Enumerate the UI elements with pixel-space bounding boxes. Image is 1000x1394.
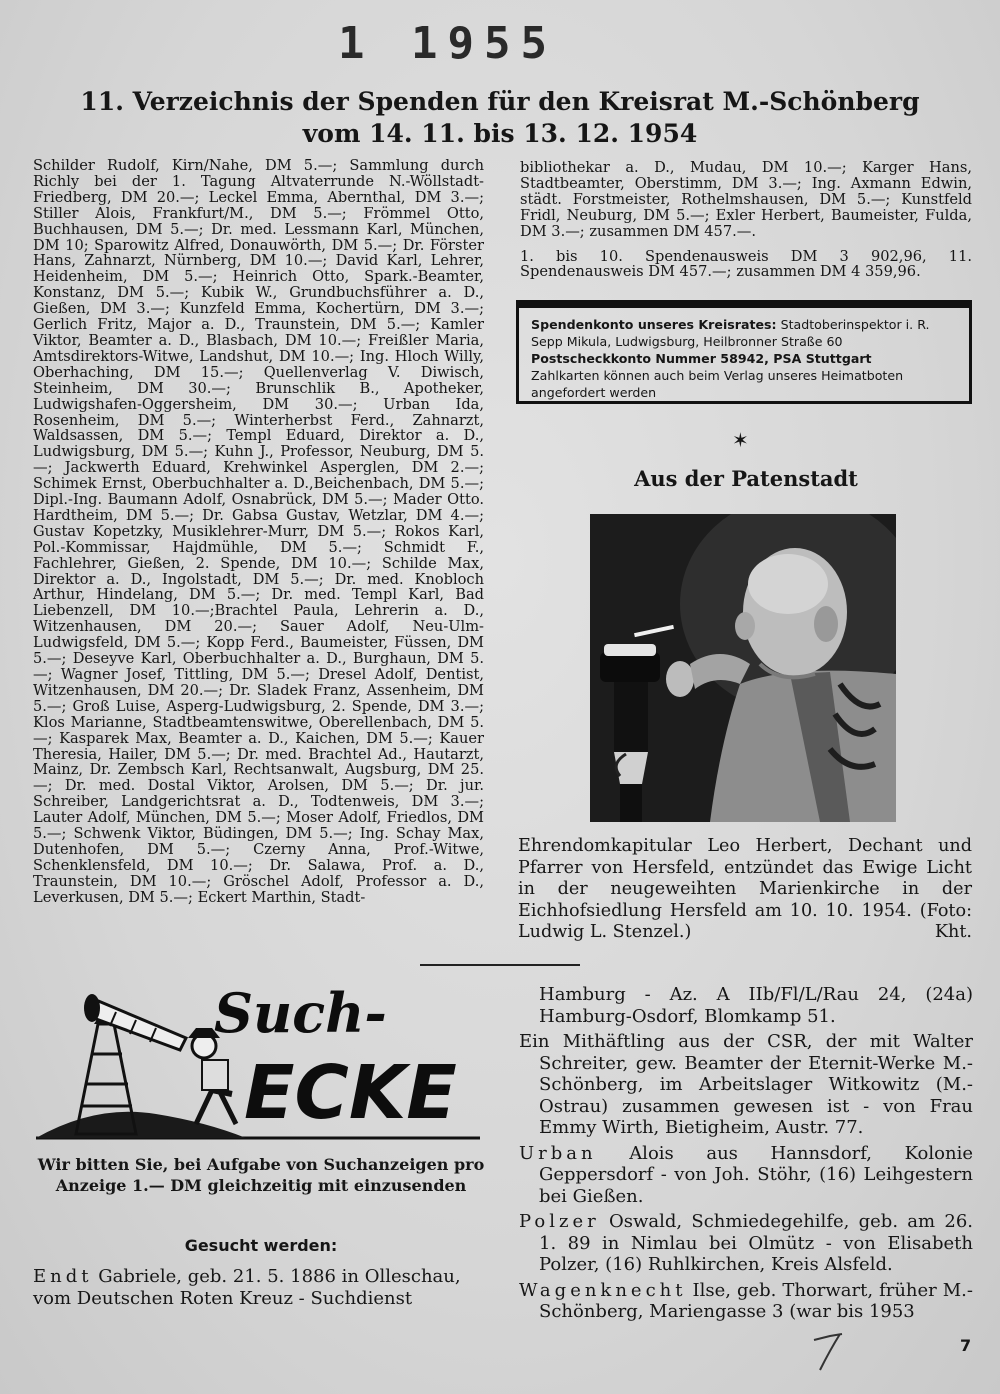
search-entry-wagenknecht-name: Wagenknecht [519, 1279, 687, 1301]
search-entry-urban-name: Urban [519, 1142, 597, 1164]
bank-box-note: Zahlkarten können auch beim Verlag unseres Heimatboten angefordert werden [531, 368, 904, 400]
search-entry-wagenknecht-text: Ilse, geb. Thorwart, früher M.-Schönberg, Mariengasse 3 (war bis 1953 [539, 1279, 973, 1322]
search-entry-polzer [519, 1211, 973, 1276]
photo-caption [518, 836, 972, 944]
such-ecke-script: Such- [214, 984, 387, 1045]
donation-summary: 1. bis 10. Spendenausweis DM 3 902,96, 11. Spendenausweis DM 457.—; zusammen DM 4 359,96. [520, 247, 972, 281]
gesucht-heading: Gesucht werden: [184, 1236, 338, 1255]
pencil-mark [808, 1330, 848, 1374]
donation-list-continuation: bibliothekar a. D., Mudau, DM 10.—; Karger Hans, Stadtbeamter, Oberstimm, DM 3.—; Ing. Axmann Edwin, städt. Forstmeister, Rothelmshausen, DM 5.—; Kunstfeld Fridl, Neuburg, DM 5.—; Exler Herbert, Baumeister, Fulda, DM 3.—; zusammen DM 457.—. [520, 159, 972, 240]
search-entry-polzer-text: Oswald, Schmiedegehilfe, geb. am 26. 1. 89 in Nimlau bei Olmütz - von Elisabeth Polzer, (16) Ruhlkirchen, Kreis Alsfeld. [539, 1211, 973, 1275]
search-entry-polzer-name: Polzer [519, 1211, 600, 1232]
bank-box-label: Spendenkonto unseres Kreisrates: [531, 317, 777, 332]
search-entry-endt-text: Gabriele, geb. 21. 5. 1886 in Olleschau, vom Deutschen Roten Kreuz - Suchdienst [33, 1266, 461, 1309]
section-divider [420, 964, 580, 966]
search-entry-mithaeftling: Ein Mithäftling aus der CSR, der mit Walter Schreiter, gew. Beamter der Eternit-Werke M.-Schönberg, im Arbeitslager Witkowitz (M.-Ostrau) zusammen gewesen ist - von Frau Emmy Wirth, Bietigheim, Austr. 77. [519, 1031, 973, 1138]
photo-caption-text: Ehrendomkapitular Leo Herbert, Dechant und Pfarrer von Hersfeld, entzündet das Ewige Licht in der neugeweihten Marienkirche in der Eichhofsiedlung Hersfeld am 10. 10. 1954. (Foto: Ludwig L. Stenzel.) [518, 836, 972, 942]
search-entry-urban-text: Alois aus Hannsdorf, Kolonie Geppersdorf - von Joh. Stöhr, (16) Leihgestern bei Gießen. [539, 1142, 973, 1207]
donation-account-box [516, 300, 972, 404]
photo-illustration [590, 514, 896, 822]
such-ecke-block: ECKE [244, 1050, 457, 1136]
donation-list-left-column: Schilder Rudolf, Kirn/Nahe, DM 5.—; Sammlung durch Richly bei der 1. Tagung Altvaterrunde N.-Wöllstadt-Friedberg, DM 20.—; Leckel Emma, Abernthal, DM 3.—; Stiller Alois, Frankfurt/M., DM 5.—; Frömmel Otto, Buchhausen, DM 5.—; Dr. med. Lessmann Karl, München, DM 10; Sparowitz Alfred, Donauwörth, DM 5.—; Dr. Förster Hans, Zahnarzt, Nürnberg, DM 10.—; David Karl, Lehrer, Heidenheim, DM 5.—; Heinrich Otto, Spark.-Beamter, Konstanz, DM 5.—; Kubik W., Grundbuchsführer a. D., Gießen, DM 3.—; Kunzfeld Emma, Kochertürn, DM 3.—; Gerlich Fritz, Major a. D., Traunstein, DM 5.—; Kamler Viktor, Beamter a. D., Blasbach, DM 10.—; Freißler Maria, Amtsdirektors-Witwe, Landshut, DM 10.—; Ing. Hloch Willy, Oberhaching, DM 15.—; Quellenverlag V. Diwisch, Steinheim, DM 30.—; Brunschlik B., Apotheker, Ludwigshafen-Oggersheim, DM 30.—; Urban Ida, Rosenheim, DM 5.—; Winterherbst Ferd., Zahnarzt, Waldsassen, DM 5.—; Templ Eduard, Direktor a. D., Ludwigsburg, DM 5.—; Kuhn J., Professor, Neuburg, DM 5.—; Jackwerth Eduard, Krehwinkel Asperglen, DM 2.—; Schimek Ernst, Oberbuchhalter a. D.,Beichenbach, DM 5.—; Dipl.-Ing. Baumann Adolf, Osnabrück, DM 5.—; Mader Otto. Hardtheim, DM 5.—; Dr. Gabsa Gustav, Wetzlar, DM 4.—; Gustav Kopetzky, Musiklehrer-Murr, DM 5.—; Rokos Karl, Pol.-Kommissar, Hajdmühle, DM 5.—; Schmidt F., Fachlehrer, Gießen, 2. Spende, DM 10.—; Schilde Max, Direktor a. D., Ingolstadt, DM 5.—; Dr. med. Knobloch Arthur, Hindelang, DM 5.—; Dr. med. Templ Karl, Bad Liebenzell, DM 10.—;Brachtel Paula, Lehrerin a. D., Witzenhausen, DM 20.—; Sauer Adolf, Neu-Ulm-Ludwigsfeld, DM 5.—; Kopp Ferd., Baumeister, Füssen, DM 5.—; Deseyve Karl, Oberbuchhalter a. D., Burghaun, DM 5.—; Wagner Josef, Tittling, DM 5.—; Dresel Adolf, Dentist, Witzenhausen, DM 20.—; Dr. Sladek Franz, Assenheim, DM 5.—; Groß Luise, Asperg-Ludwigsburg, 2. Spende, DM 3.—; Klos Marianne, Stadtbeamtenswitwe, Oberellenbach, DM 5.—; Kasparek Max, Beamter a. D., Kaichen, DM 5.—; Kauer Theresia, Hailer, DM 5.—; Dr. med. Brachtel Ad., Hautarzt, Mainz, Dr. Zembsch Karl, Rechtsanwalt, Augsburg, DM 25.—; Dr. med. Dostal Viktor, Arolsen, DM 5.—; Dr. jur. Schreiber, Landgerichtsrat a. D., Todtenweis, DM 3.—; Lauter Adolf, München, DM 5.—; Moser Adolf, Friedlos, DM 5.—; Schwenk Viktor, Büdingen, DM 5.—; Ing. Schay Max, Dutenhofen, DM 5.—; Czerny Anna, Prof.-Witwe, Schenklensfeld, DM 10.—; Dr. Salawa, Prof. a. D., Traunstein, DM 10.—; Gröschel Adolf, Professor a. D., Leverkusen, DM 5.—; Eckert Marthin, Stadt- [33, 157, 484, 906]
page-title [40, 86, 960, 150]
search-entry-wagenknecht [519, 1280, 973, 1323]
search-entry-endt-name: Endt [33, 1266, 93, 1287]
patenstadt-heading: Aus der Patenstadt [634, 466, 858, 491]
search-entries-left [33, 1266, 485, 1309]
search-ad-notice: Wir bitten Sie, bei Aufgabe von Suchanzeigen pro Anzeige 1.— DM gleichzeitig mit einzusenden [37, 1155, 485, 1195]
title-line-1: 11. Verzeichnis der Spenden für den Kreisrat M.-Schönberg [80, 87, 920, 116]
search-entry-urban [519, 1143, 973, 1208]
search-entries-right [519, 984, 973, 1327]
section-star-icon: ✶ [732, 428, 749, 452]
such-ecke-logo [36, 984, 480, 1144]
bank-box-postscheck: Postscheckkonto Nummer 58942, PSA Stuttgart [531, 351, 872, 366]
bank-box-recipient: Stadtoberinspektor i. R. Sepp Mikula, Ludwigsburg, Heilbronner Straße 60 [531, 317, 930, 349]
page-number: 7 [960, 1336, 972, 1355]
donation-list-right-column [520, 160, 972, 289]
year-stamp: 1 1955 [338, 18, 557, 69]
search-entry-endt [33, 1266, 485, 1309]
title-line-2: vom 14. 11. bis 13. 12. 1954 [302, 119, 698, 148]
photo-caption-signature: Kht. [934, 922, 972, 942]
priest-lighting-lamp-photo [590, 514, 896, 822]
search-entry-endt-continuation: Hamburg - Az. A IIb/Fl/L/Rau 24, (24a) Hamburg-Osdorf, Blomkamp 51. [539, 984, 973, 1027]
such-ecke-illustration [36, 984, 480, 1144]
